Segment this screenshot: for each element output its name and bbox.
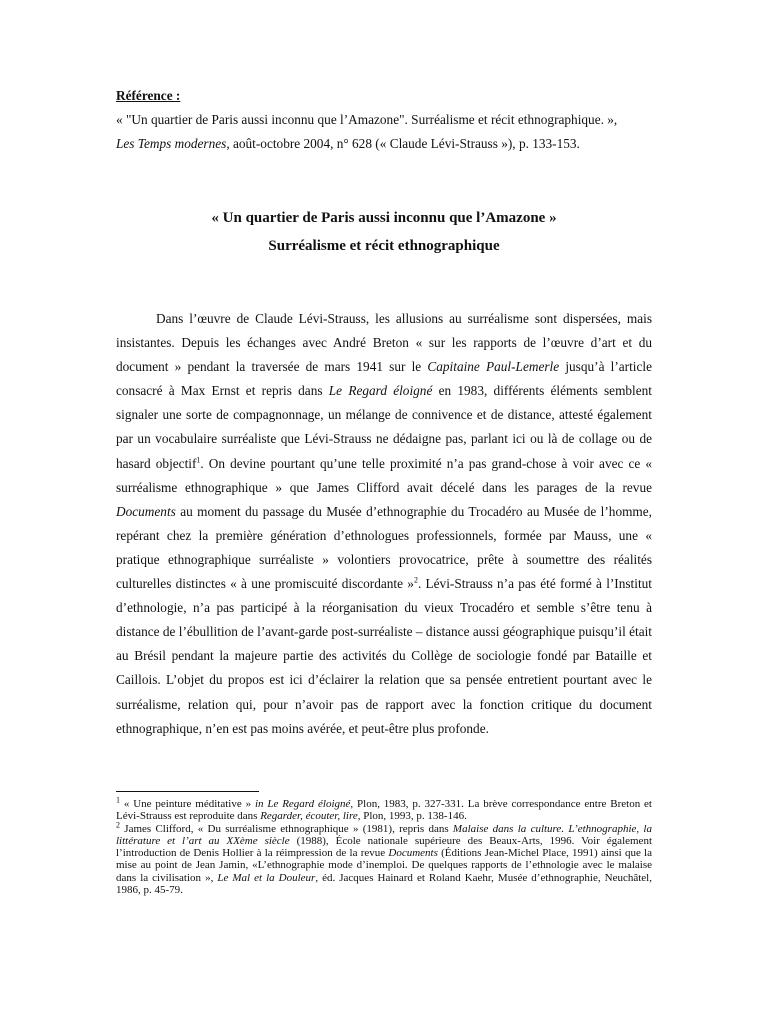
article-title (116, 204, 652, 260)
text-run: , éd. Jacques Hainard et Roland Kaehr, Musée d’ethnographie, Neuchâtel, 1986, p. 45-79. (116, 871, 652, 897)
text-run: « Une peinture méditative » (120, 798, 255, 810)
text-run: , Plon, 1983, p. 327-331. La brève correspondance entre Breton et Lévi-Strauss est reproduite dans (116, 798, 652, 823)
text-run: (Éditions Jean-Michel Place, 1991) ainsi que la mise au point de Jean Jamin, «L’ethnographie mode d’inemploi. De quelques rapports de l’ethnologie avec le malaise dans la civilisation », (116, 847, 652, 884)
text-run: au moment du passage du Musée d’ethnographie du Trocadéro au Musée de l’homme, repérant chez la première génération d’ethnologues professionnels, formée par Mauss, une « pratique ethnographique surréaliste » volontiers provocatrice, prête à soumettre des réalités culturelles distinctes « à une promiscuité discordante » (116, 503, 652, 592)
text-run: , Plon, 1993, p. 138-146. (357, 810, 467, 823)
footnote-number: 2 (116, 819, 120, 829)
reference-block (116, 84, 656, 156)
italic-run: Regarder, écouter, lire (260, 810, 358, 823)
reference-line-2 (116, 132, 656, 156)
footnote-number: 1 (116, 795, 120, 805)
italic-run: Malaise dans la culture. L’ethnographie, la littérature et l’art au XXème siècle (116, 822, 652, 847)
italic-run: Documents (116, 503, 176, 519)
text-run: James Clifford, « Du surréalisme ethnographique » (1981), repris dans (120, 822, 453, 835)
footnote-ref-2[interactable]: 2 (413, 575, 418, 585)
italic-run: Le Regard éloigné (328, 383, 433, 399)
text-run: . On devine pourtant qu’une telle proximité n’a pas grand-chose à voir avec ce « surréalisme ethnographique » que James Clifford avait décelé dans les parages de la revue (116, 455, 652, 495)
reference-details: , août-octobre 2004, n° 628 (« Claude Lévi-Strauss »), p. 133-153. (226, 136, 580, 151)
text-run: . Lévi-Strauss n’a pas été formé à l’Institut d’ethnologie, n’a pas participé à la réorganisation du vieux Trocadéro et semble s’être tenu à distance de l’ébullition de l’avant-garde post-surréaliste – distance aussi géographique puisqu’il était au Brésil pendant la majeure partie des activités du Collège de sociologie fondé par Bataille et Caillois. L’objet du propos est ici d’éclairer la relation que sa pensée entretient pourtant avec le surréalisme, relation qui, pour n’avoir pas de rapport avec la fonction critique du document ethnographique, n’en est pas moins avérée, et peut-être plus profonde. (116, 576, 652, 736)
paragraph-1 (116, 307, 652, 741)
reference-journal: Les Temps modernes (116, 136, 227, 151)
italic-run: Documents (388, 847, 438, 860)
body-paragraph (116, 307, 652, 741)
footnote-separator (116, 791, 259, 792)
text-run: en 1983, différents éléments semblent signaler une sorte de compagnonnage, un mélange de connivence et de distance, attesté également par un vocabulaire surréaliste que Lévi-Strauss ne dédaigne pas, parlant ici ou là de collage ou de hasard objectif (116, 383, 652, 471)
footnote-ref-1[interactable]: 1 (196, 455, 201, 465)
italic-run: Capitaine Paul-Lemerle (427, 359, 560, 375)
reference-label: Référence : (116, 88, 181, 103)
title-line-1: « Un quartier de Paris aussi inconnu que l’Amazone » (211, 210, 557, 226)
subtitle-line: Surréalisme et récit ethnographique (268, 238, 500, 254)
footnotes (116, 795, 653, 897)
text-run: jusqu’à l’article consacré à Max Ernst et repris dans (116, 359, 652, 399)
text-run: Dans l’œuvre de Claude Lévi-Strauss, les allusions au surréalisme sont dispersées, mais insistantes. Depuis les échanges avec André Breton « sur les rapports de l’œuvre d’art et du document » pendant la traversée de mars 1941 sur le (116, 311, 652, 375)
footnote-2 (116, 819, 653, 897)
footnote-1 (116, 795, 652, 823)
text-run: (1988), École nationale supérieure des Beaux-Arts, 1996. Voir également l’introduction de Denis Hollier à la réimpression de la revue (116, 834, 653, 860)
italic-run: Le Mal et la Douleur (217, 871, 316, 884)
italic-run: in Le Regard éloigné (254, 798, 351, 810)
reference-line-1: « "Un quartier de Paris aussi inconnu que l’Amazone". Surréalisme et récit ethnographique. », (116, 112, 618, 127)
